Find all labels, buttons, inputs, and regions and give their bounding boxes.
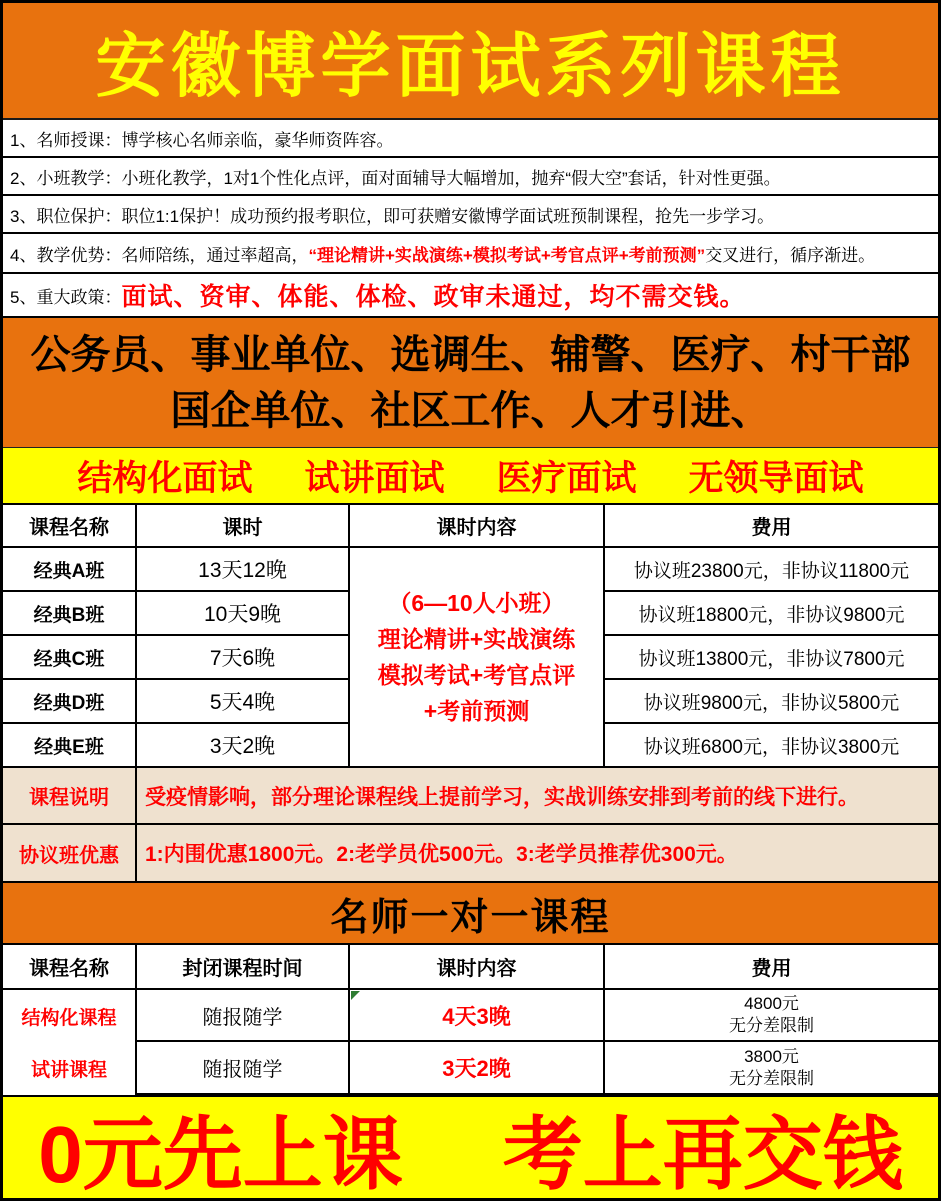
one-on-one-banner-text: 名师一对一课程 <box>330 896 611 939</box>
oo-row-2-fee <box>605 1042 938 1095</box>
oo-column-header-time: 封闭课程时间 <box>137 945 350 990</box>
column-header-content: 课时内容 <box>350 505 605 548</box>
course-row-a-duration: 13天12晚 <box>137 548 350 592</box>
content-line-4: +考前预测 <box>423 698 530 724</box>
interview-type-medical: 医疗面试 <box>496 458 637 498</box>
oo-row-1-duration-text: 4天3晚 <box>442 1003 511 1029</box>
footer-slogan-left: 0元先上课 <box>38 1110 403 1199</box>
note-row-discount <box>3 825 938 883</box>
course-row-e-duration: 3天2晚 <box>137 724 350 768</box>
job-categories-banner <box>3 318 938 448</box>
oo-row-1-time: 随报随学 <box>137 990 350 1042</box>
content-line-2: 理论精讲+实战演练 <box>377 626 576 652</box>
note-label-discount: 协议班优惠 <box>3 825 137 881</box>
course-row-b-name: 经典B班 <box>3 592 137 636</box>
feature-item-5 <box>3 274 938 318</box>
one-on-one-banner <box>3 883 938 945</box>
oo-row-2-fee-amount: 3800元 <box>744 1046 799 1066</box>
interview-type-leaderless: 无领导面试 <box>688 458 864 498</box>
column-header-name: 课程名称 <box>3 505 137 548</box>
oo-column-header-fee: 费用 <box>605 945 938 990</box>
note-label-course-description: 课程说明 <box>3 768 137 823</box>
job-categories-line-1: 公务员、事业单位、选调生、辅警、医疗、村干部 <box>30 332 911 377</box>
oo-row-1-fee <box>605 990 938 1042</box>
note-text-course-description: 受疫情影响，部分理论课程线上提前学习，实战训练安排到考前的线下进行。 <box>145 785 859 809</box>
feature-2-text: 2、小班教学：小班化教学，1对1个性化点评，面对面辅导大幅增加，抛弃“假大空”套话，针对性更强。 <box>10 168 781 188</box>
note-text-discount: 1:内围优惠1800元。2:老学员优500元。3:老学员推荐优300元。 <box>145 843 738 866</box>
oo-course-labels-merged-cell <box>3 990 137 1095</box>
oo-row-2-duration <box>350 1042 605 1095</box>
feature-5-highlight: 面试、资审、体能、体检、政审未通过，均不需交钱。 <box>121 283 746 311</box>
oo-course-label-lecture: 试讲课程 <box>30 1060 107 1082</box>
oo-row-1-fee-amount: 4800元 <box>744 994 799 1013</box>
poster-title: 安徽博学面试系列课程 <box>95 27 846 105</box>
interview-types-banner <box>3 448 938 505</box>
course-row-e-name: 经典E班 <box>3 724 137 768</box>
feature-list <box>3 120 938 318</box>
course-table-content-merged-cell <box>350 548 605 768</box>
footer-slogan-banner <box>3 1095 938 1198</box>
oo-row-1-duration <box>350 990 605 1042</box>
feature-4-highlight: “理论精讲+实战演练+模拟考试+考官点评+考前预测” <box>308 245 706 265</box>
interview-type-lecture: 试讲面试 <box>304 458 445 498</box>
course-row-c-name: 经典C班 <box>3 636 137 680</box>
course-row-e-fee: 协议班6800元，非协议3800元 <box>605 724 938 768</box>
course-row-d-fee: 协议班9800元，非协议5800元 <box>605 680 938 724</box>
interview-type-structured: 结构化面试 <box>77 458 253 498</box>
feature-1-text: 1、名师授课：博学核心名师亲临，豪华师资阵容。 <box>10 130 394 150</box>
course-row-a-fee: 协议班23800元，非协议11800元 <box>605 548 938 592</box>
course-row-a-name: 经典A班 <box>3 548 137 592</box>
feature-4-prefix: 4、教学优势：名师陪练，通过率超高， <box>10 245 309 265</box>
one-on-one-table <box>3 945 938 1095</box>
feature-item-1 <box>3 120 938 158</box>
course-row-c-duration: 7天6晚 <box>137 636 350 680</box>
course-row-d-name: 经典D班 <box>3 680 137 724</box>
feature-item-2 <box>3 158 938 196</box>
oo-row-2-time: 随报随学 <box>137 1042 350 1095</box>
feature-3-text: 3、职位保护：职位1:1保护！成功预约报考职位，即可获赠安徽博学面试班预制课程，抢先一步学习。 <box>10 206 775 226</box>
course-row-d-duration: 5天4晚 <box>137 680 350 724</box>
oo-row-2-duration-text: 3天2晚 <box>442 1056 511 1081</box>
footer-slogan-right: 考上再交钱 <box>502 1110 903 1199</box>
feature-item-3 <box>3 196 938 234</box>
oo-row-2-fee-note: 无分差限制 <box>729 1068 814 1088</box>
oo-row-1-fee-note: 无分差限制 <box>729 1016 814 1035</box>
course-row-b-fee: 协议班18800元，非协议9800元 <box>605 592 938 636</box>
feature-item-4 <box>3 234 938 274</box>
note-rows <box>3 768 938 883</box>
feature-5-prefix: 5、重大政策： <box>10 287 122 307</box>
oo-column-header-name: 课程名称 <box>3 945 137 990</box>
header-banner <box>3 3 938 120</box>
column-header-fee: 费用 <box>605 505 938 548</box>
excel-comment-marker-icon <box>351 991 360 1000</box>
course-row-c-fee: 协议班13800元，非协议7800元 <box>605 636 938 680</box>
oo-course-label-structured: 结构化课程 <box>21 1007 117 1029</box>
note-row-course-description <box>3 768 938 825</box>
feature-4-suffix: 交叉进行，循序渐进。 <box>705 245 876 265</box>
column-header-hours: 课时 <box>137 505 350 548</box>
course-table <box>3 505 938 768</box>
content-line-3: 模拟考试+考官点评 <box>377 662 576 688</box>
job-categories-line-2: 国企单位、社区工作、人才引进、 <box>170 388 771 433</box>
course-row-b-duration: 10天9晚 <box>137 592 350 636</box>
oo-column-header-content: 课时内容 <box>350 945 605 990</box>
content-line-1: （6—10人小班） <box>388 590 565 616</box>
